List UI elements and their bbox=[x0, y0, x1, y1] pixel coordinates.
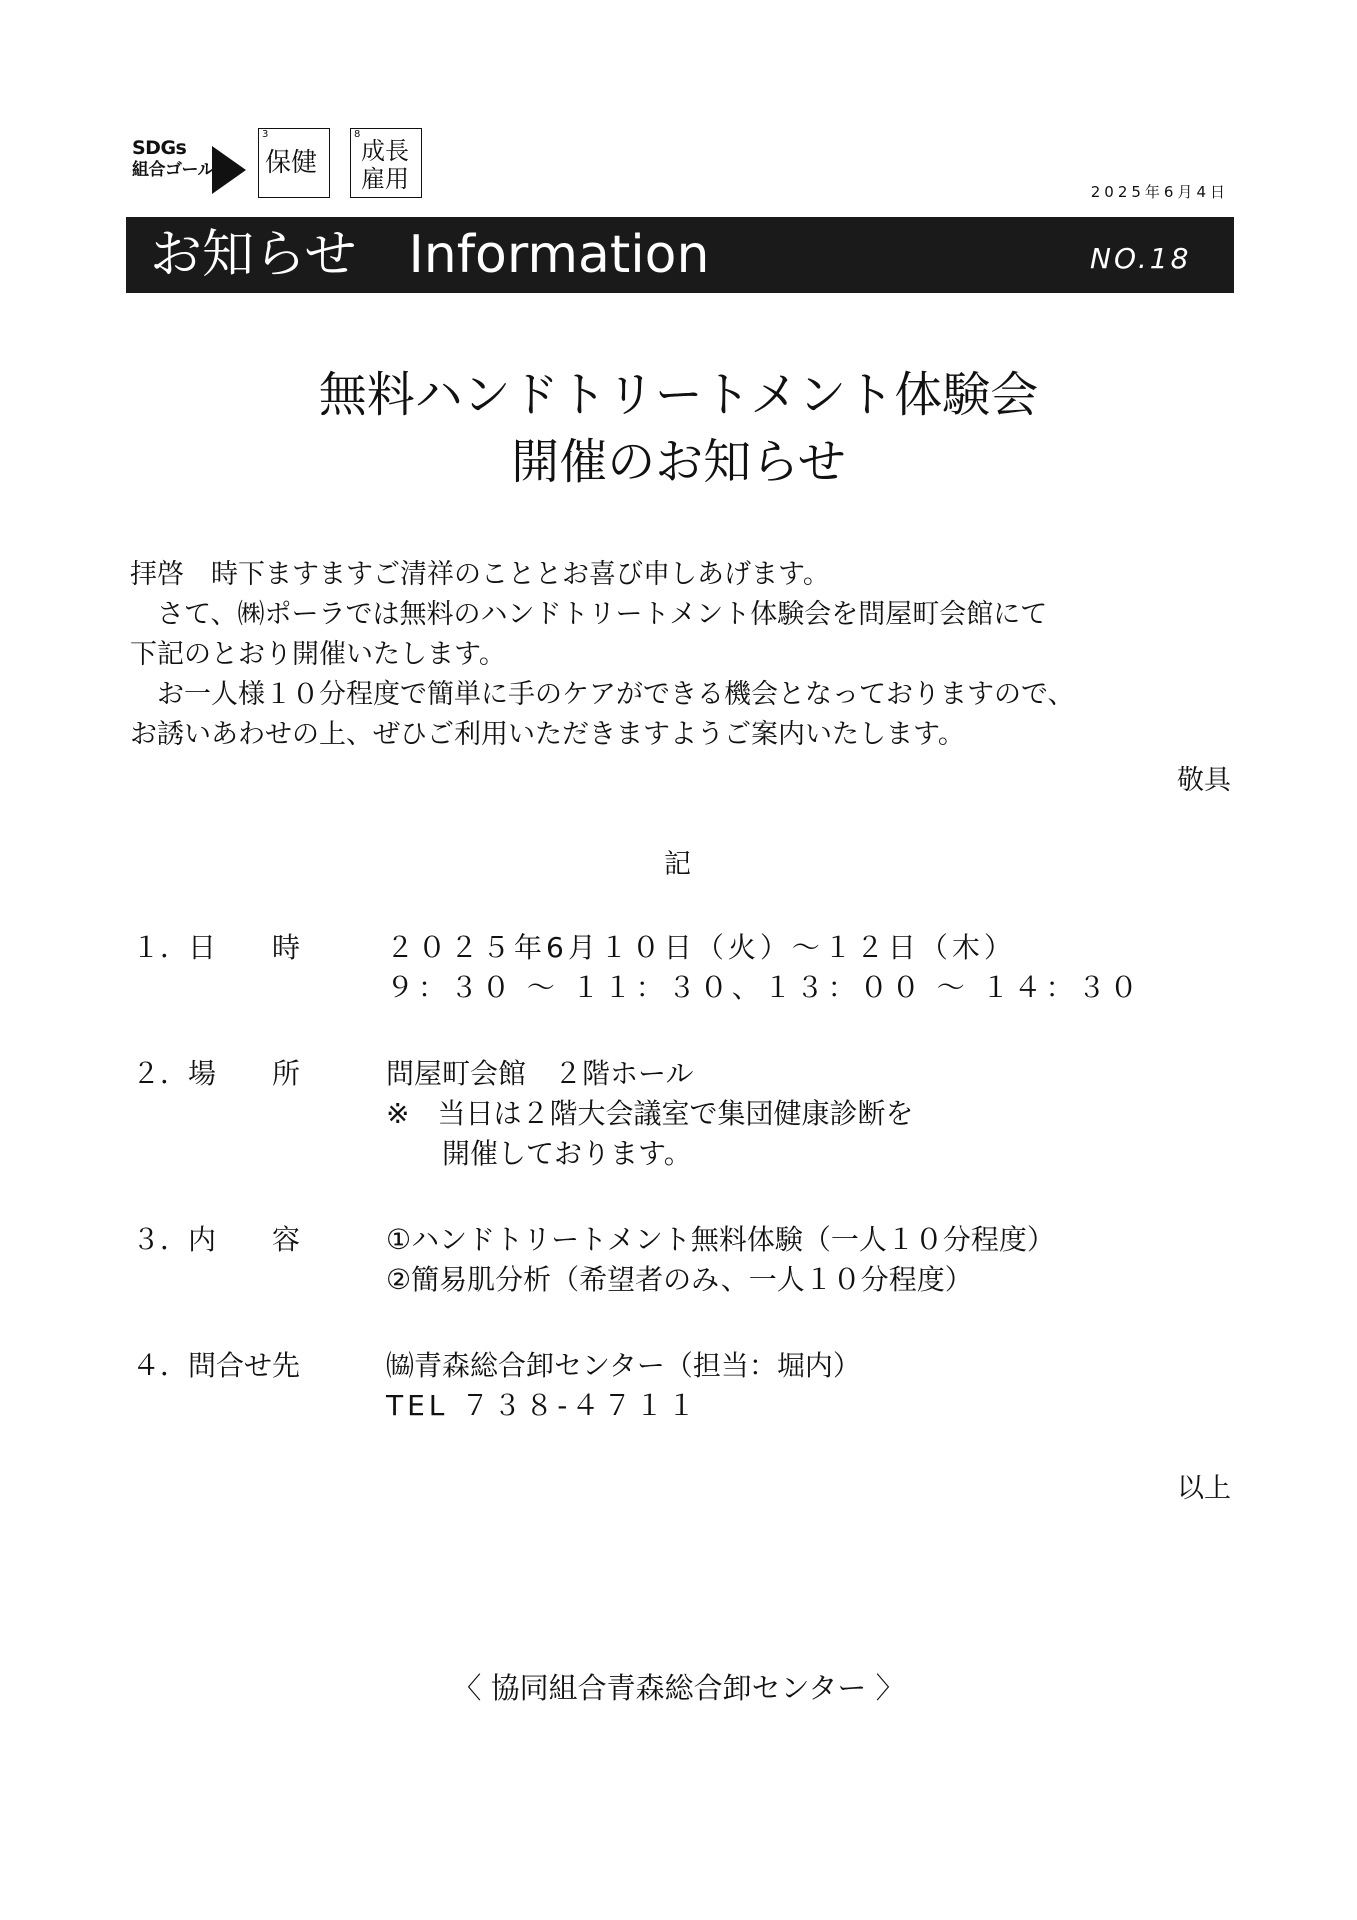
item-text: 問屋町会館 ２階ホール bbox=[386, 1057, 694, 1090]
item-text: ９：３０ ～ １１：３０、１３：００ ～ １４：３０ bbox=[386, 971, 1142, 1004]
page-title-line2: 開催のお知らせ bbox=[511, 434, 846, 490]
ki-heading: 記 bbox=[664, 849, 691, 880]
item-text: ２０２５年6月１０日（火）～１２日（木） bbox=[386, 931, 1016, 964]
issue-date: 2025年6月4日 bbox=[1090, 183, 1229, 201]
goal-text-line2: 雇用 bbox=[361, 165, 409, 193]
item-text: ①ハンドトリートメント無料体験（一人１０分程度） bbox=[386, 1223, 1055, 1256]
goal-text-line1: 成長 bbox=[361, 137, 409, 165]
item-text: ②簡易肌分析（希望者のみ、一人１０分程度） bbox=[386, 1263, 973, 1296]
sdgs-label bbox=[132, 137, 214, 181]
play-arrow-icon bbox=[212, 146, 246, 194]
item-label-contact: ４．問合せ先 bbox=[132, 1349, 301, 1382]
item-label-place: ２．場 所 bbox=[132, 1057, 301, 1090]
sdgs-label-line2: 組合ゴール bbox=[132, 160, 215, 180]
item-label-content: ３．内 容 bbox=[132, 1223, 301, 1256]
closing-keigu: 敬具 bbox=[1177, 765, 1231, 796]
item-label-datetime: １．日 時 bbox=[132, 931, 301, 964]
goal-number: 3 bbox=[262, 129, 269, 140]
body-line: お一人様１０分程度で簡単に手のケアができる機会となっておりますので、 bbox=[130, 679, 1075, 710]
item-text: ※ 当日は２階大会議室で集団健康診断を bbox=[386, 1097, 914, 1130]
goal-text: 保健 bbox=[265, 148, 318, 178]
item-text: TEL ７３８-４７１１ bbox=[386, 1389, 700, 1422]
banner-number: NO.18 bbox=[1090, 242, 1192, 275]
banner-title: お知らせ Information bbox=[150, 225, 710, 285]
item-text: ㈿青森総合卸センター（担当：堀内） bbox=[386, 1349, 861, 1382]
goal-badge-health bbox=[258, 128, 330, 198]
item-text: 開催しております。 bbox=[386, 1137, 692, 1170]
body-line: お誘いあわせの上、ぜひご利用いただきますようご案内いたします。 bbox=[130, 719, 965, 750]
goal-badge-growth bbox=[350, 128, 422, 198]
goal-number: 8 bbox=[354, 129, 361, 140]
body-line: 拝啓 時下ますますご清祥のこととお喜び申しあげます。 bbox=[130, 559, 830, 590]
sdgs-label-line1: SDGs bbox=[132, 137, 187, 159]
body-line: 下記のとおり開催いたします。 bbox=[130, 639, 506, 670]
page-title-line1: 無料ハンドトリートメント体験会 bbox=[318, 367, 1039, 423]
body-line: さて、㈱ポーラでは無料のハンドトリートメント体験会を問屋町会館にて bbox=[130, 599, 1048, 630]
closing-ijou: 以上 bbox=[1177, 1473, 1231, 1504]
footer-organization: 〈 協同組合青森総合卸センター 〉 bbox=[452, 1671, 905, 1705]
